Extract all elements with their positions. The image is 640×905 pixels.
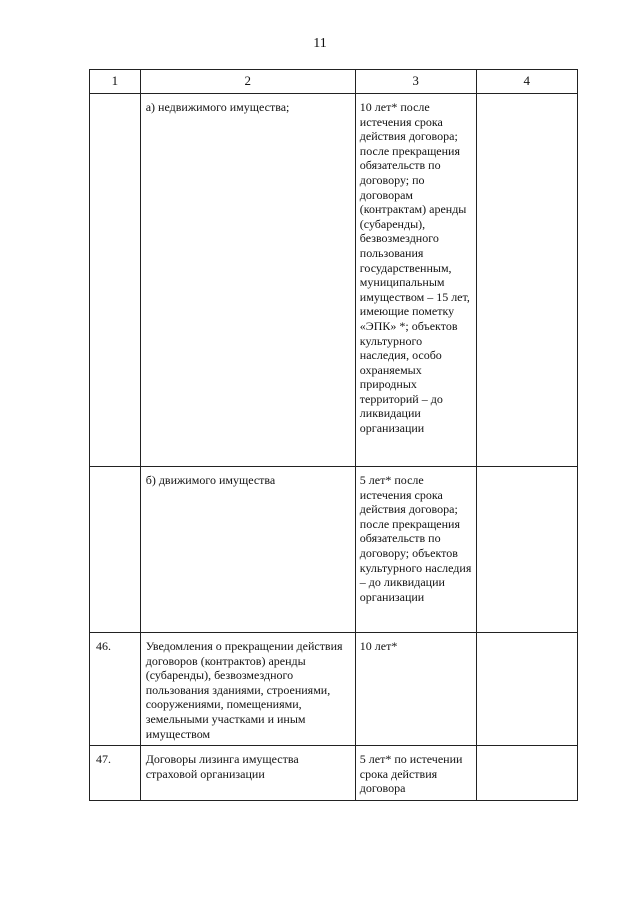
page-number: 11 (313, 36, 327, 51)
document-type-cell (140, 746, 355, 801)
note-cell (476, 746, 577, 801)
document-type: б) движимого имущества (145, 473, 276, 487)
row-number-cell (90, 746, 141, 801)
column-header-1: 1 (90, 70, 141, 94)
retention-term-cell (355, 746, 476, 801)
document-type: а) недвижимого имущества; (145, 100, 290, 114)
retention-term: 10 лет* (359, 639, 398, 653)
retention-table (89, 69, 578, 801)
retention-term-cell (355, 633, 476, 746)
row-number: 47. (96, 752, 111, 767)
retention-term: 5 лет* по истечении срока действия договора (359, 752, 463, 796)
retention-term-cell (355, 467, 476, 633)
document-type: Договоры лизинга имущества страховой организации (145, 752, 299, 781)
table-row (90, 746, 578, 801)
note-cell (476, 633, 577, 746)
note-cell (476, 467, 577, 633)
column-header-2: 2 (140, 70, 355, 94)
row-number-cell (90, 94, 141, 467)
table-header-row (90, 70, 578, 94)
document-type-cell (140, 467, 355, 633)
table-row (90, 633, 578, 746)
row-number: 46. (96, 639, 111, 653)
table-row (90, 467, 578, 633)
document-type-cell (140, 633, 355, 746)
column-header-4: 4 (476, 70, 577, 94)
document-type-cell (140, 94, 355, 467)
retention-term: 5 лет* после истечения срока действия договора; после прекращения обязательств по договору; объектов культурного наследия – до ликвидации организации (359, 473, 472, 604)
document-type: Уведомления о прекращении действия договоров (контрактов) аренды (субаренды), безвозмездного пользования зданиями, строениями, сооружениями, помещениями, земельными участками и иным имуществом (145, 639, 343, 741)
note-cell (476, 94, 577, 467)
row-number-cell (90, 467, 141, 633)
table-row (90, 94, 578, 467)
retention-term: 10 лет* после истечения срока действия договора; после прекращения обязательств по договору; по договорам (контрактам) аренды (субаренды), безвозмездного пользования государственным, муниципальным имуществом – 15 лет, имеющие пометку «ЭПК» *; объектов культурного наследия, особо охраняемых природных территорий – до ликвидации организации (359, 100, 470, 436)
column-header-3: 3 (355, 70, 476, 94)
row-number-cell (90, 633, 141, 746)
retention-term-cell (355, 94, 476, 467)
